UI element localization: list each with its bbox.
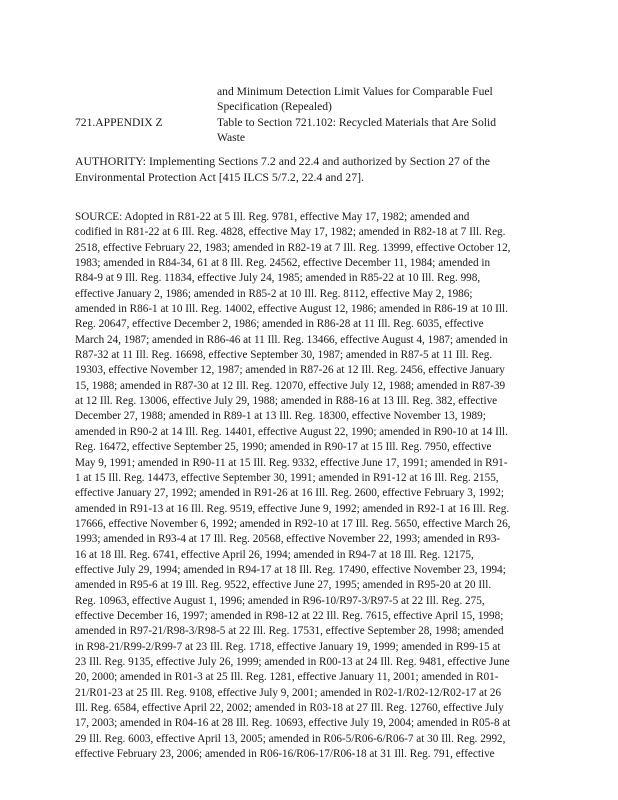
toc-prev-entry-line-2: Specification (Repealed) xyxy=(217,100,332,113)
source-line: Ill. Reg. 6584, effective April 22, 2002; amended in R03-18 at 27 Ill. Reg. 12760, effective July xyxy=(75,702,504,714)
source-line: December 27, 1988; amended in R89-1 at 13 Ill. Reg. 18300, effective November 13, 1989; xyxy=(75,410,486,423)
source-line: 1993; amended in R93-4 at 17 Ill. Reg. 20568, effective November 22, 1993; amended in R93- xyxy=(75,533,501,546)
source-line: amended in R91-13 at 16 Ill. Reg. 9519, effective June 9, 1992; amended in R92-1 at 16 Ill. Reg. xyxy=(75,502,510,515)
authority-note xyxy=(75,153,551,185)
source-line: effective January 27, 1992; amended in R91-26 at 16 Ill. Reg. 2600, effective February 3, 1992; xyxy=(75,487,504,500)
source-line: codified in R81-22 at 6 Ill. Reg. 4828, effective May 17, 1982; amended in R82-18 at 7 Ill. Reg. xyxy=(75,226,506,239)
source-line: 20, 2000; amended in R01-3 at 25 Ill. Reg. 1281, effective January 11, 2001; amended in R01- xyxy=(75,671,499,684)
source-line: May 9, 1991; amended in R90-11 at 15 Ill. Reg. 9332, effective June 17, 1991; amended in R91- xyxy=(75,456,508,469)
source-line: 16 at 18 Ill. Reg. 6741, effective April 26, 1994; amended in R94-7 at 18 Ill. Reg. 12175, xyxy=(75,548,474,561)
source-line: effective January 2, 1986; amended in R85-2 at 10 Ill. Reg. 8112, effective May 2, 1986; xyxy=(75,287,473,300)
source-line: Reg. 20647, effective December 2, 1986; amended in R86-28 at 11 Ill. Reg. 6035, effective xyxy=(75,318,484,331)
source-line: 1983; amended in R84-34, 61 at 8 Ill. Reg. 24562, effective December 11, 1984; amended in xyxy=(75,257,491,270)
source-line: SOURCE: Adopted in R81-22 at 5 Ill. Reg. 9781, effective May 17, 1982; amended and xyxy=(75,211,470,223)
authority-line: AUTHORITY: Implementing Sections 7.2 and 22.4 and authorized by Section 27 of the xyxy=(75,154,491,168)
source-line: effective December 16, 1997; amended in R98-12 at 22 Ill. Reg. 7615, effective April 15, 1998; xyxy=(75,609,504,622)
source-line: effective July 29, 1994; amended in R94-17 at 18 Ill. Reg. 17490, effective November 23, 1994; xyxy=(75,563,506,576)
source-line: March 24, 1987; amended in R86-46 at 11 Ill. Reg. 13466, effective August 4, 1987; amended in xyxy=(75,333,508,346)
source-line: Reg. 16472, effective September 25, 1990; amended in R90-17 at 15 Ill. Reg. 7950, effective xyxy=(75,441,492,454)
source-line: 1 at 15 Ill. Reg. 14473, effective September 30, 1991; amended in R91-12 at 16 Ill. Reg. 2155, xyxy=(75,471,499,484)
source-line: 19303, effective November 12, 1987; amended in R87-26 at 12 Ill. Reg. 2456, effective January xyxy=(75,364,505,377)
source-line: 29 Ill. Reg. 6003, effective April 13, 2005; amended in R06-5/R06-6/R06-7 at 30 Ill. Reg. 2992, xyxy=(75,732,506,745)
source-line: amended in R86-1 at 10 Ill. Reg. 14002, effective August 12, 1986; amended in R86-19 at 10 Ill. xyxy=(75,303,508,316)
source-line: 17666, effective November 6, 1992; amended in R92-10 at 17 Ill. Reg. 5650, effective March 26, xyxy=(75,517,511,530)
source-line: amended in R97-21/R98-3/R98-5 at 22 Ill. Reg. 17531, effective September 28, 1998; amended xyxy=(75,625,504,638)
source-line: at 12 Ill. Reg. 13006, effective July 29, 1988; amended in R88-16 at 13 Ill. Reg. 382, effective xyxy=(75,395,498,408)
toc-prev-entry-line-1: and Minimum Detection Limit Values for Comparable Fuel xyxy=(217,85,493,98)
source-line: amended in R95-6 at 19 Ill. Reg. 9522, effective June 27, 1995; amended in R95-20 at 20 Ill. xyxy=(75,579,492,592)
source-line: R87-32 at 11 Ill. Reg. 16698, effective September 30, 1987; amended in R87-5 at 11 Ill. Reg. xyxy=(75,349,493,362)
source-line: in R98-21/R99-2/R99-7 at 23 Ill. Reg. 1718, effective January 19, 1999; amended in R99-15 at xyxy=(75,640,501,653)
toc-appendix-title-line-2: Waste xyxy=(217,131,246,144)
source-line: effective February 23, 2006; amended in R06-16/R06-17/R06-18 at 31 Ill. Reg. 791, effective xyxy=(75,748,495,761)
source-line: amended in R90-2 at 14 Ill. Reg. 14401, effective August 22, 1990; amended in R90-10 at 14 Ill. xyxy=(75,425,508,438)
source-line: Reg. 10963, effective August 1, 1996; amended in R96-10/R97-3/R97-5 at 22 Ill. Reg. 275, xyxy=(75,594,485,607)
source-line: 23 Ill. Reg. 9135, effective July 26, 1999; amended in R00-13 at 24 Ill. Reg. 9481, effective June xyxy=(75,655,510,668)
toc-appendix-label: 721.APPENDIX Z xyxy=(75,116,163,129)
source-line: R84-9 at 9 Ill. Reg. 11834, effective July 24, 1985; amended in R85-22 at 10 Ill. Reg. 998, xyxy=(75,272,481,285)
source-line: 2518, effective February 22, 1983; amended in R82-19 at 7 Ill. Reg. 13999, effective October 12, xyxy=(75,241,511,254)
source-line: 17, 2003; amended in R04-16 at 28 Ill. Reg. 10693, effective July 19, 2004; amended in R05-8 at xyxy=(75,717,511,730)
authority-line: Environmental Protection Act [415 ILCS 5/7.2, 22.4 and 27]. xyxy=(75,170,364,184)
source-line: 15, 1988; amended in R87-30 at 12 Ill. Reg. 12070, effective July 12, 1988; amended in R87-39 xyxy=(75,379,506,392)
source-line: 21/R01-23 at 25 Ill. Reg. 9108, effective July 9, 2001; amended in R02-1/R02-12/R02-17 at 26 xyxy=(75,686,502,699)
source-note xyxy=(75,210,551,762)
toc-appendix-title-line-1: Table to Section 721.102: Recycled Materials that Are Solid xyxy=(217,116,496,129)
